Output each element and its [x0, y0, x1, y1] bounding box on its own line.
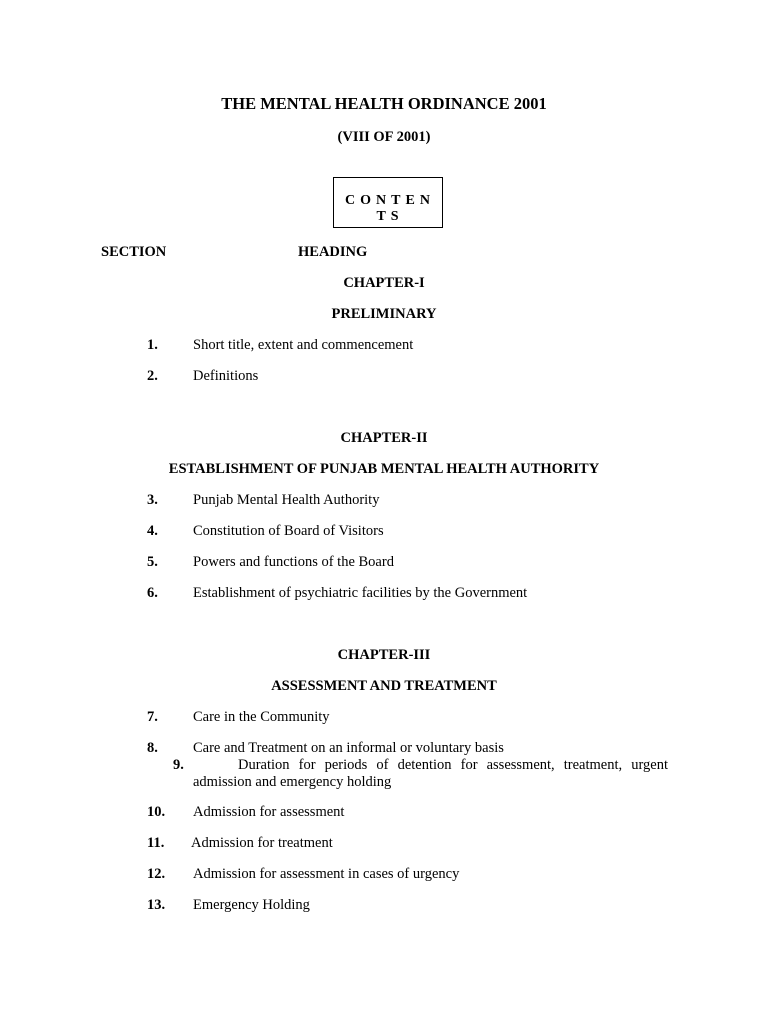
section-column-header: SECTION [101, 244, 167, 260]
section-number: 8. [147, 740, 158, 756]
section-title: Emergency Holding [193, 897, 310, 913]
section-title-line1: Duration for periods of detention for assessment, treatment, urgent [238, 757, 668, 773]
section-title: Constitution of Board of Visitors [193, 523, 384, 539]
chapter-label: CHAPTER-I [343, 275, 425, 291]
chapter-label: CHAPTER-II [340, 430, 428, 446]
section-number: 6. [147, 585, 158, 601]
section-number: 2. [147, 368, 158, 384]
document-title: THE MENTAL HEALTH ORDINANCE 2001 [221, 94, 547, 113]
section-title: Definitions [193, 368, 259, 384]
section-title-line2: admission and emergency holding [193, 774, 392, 790]
section-number: 10. [147, 804, 166, 820]
section-number: 9. [173, 757, 184, 773]
section-number: 4. [147, 523, 158, 539]
section-title: Short title, extent and commencement [193, 337, 414, 353]
section-title: Admission for assessment in cases of urgency [193, 866, 460, 882]
section-9-entry [173, 757, 668, 790]
section-title: Care and Treatment on an informal or voluntary basis [193, 740, 504, 756]
section-number: 3. [147, 492, 158, 508]
section-number: 7. [147, 709, 158, 725]
chapter-heading: PRELIMINARY [331, 306, 437, 322]
section-title: Care in the Community [193, 709, 330, 725]
document-subtitle: (VIII OF 2001) [337, 129, 431, 145]
section-title: Punjab Mental Health Authority [193, 492, 380, 508]
contents-box: CONTENTS [333, 177, 443, 228]
section-title: Admission for assessment [193, 804, 345, 820]
chapter-heading: ESTABLISHMENT OF PUNJAB MENTAL HEALTH AUTHORITY [168, 461, 600, 477]
chapter-heading: ASSESSMENT AND TREATMENT [271, 678, 497, 694]
chapter-label: CHAPTER-III [337, 647, 431, 663]
section-number: 11. [147, 835, 165, 851]
heading-column-header: HEADING [298, 244, 368, 260]
section-title: Powers and functions of the Board [193, 554, 394, 570]
section-number: 13. [147, 897, 166, 913]
section-number: 5. [147, 554, 158, 570]
section-title: Admission for treatment [191, 835, 333, 851]
section-number: 1. [147, 337, 158, 353]
section-title: Establishment of psychiatric facilities by the Government [193, 585, 528, 601]
section-number: 12. [147, 866, 166, 882]
